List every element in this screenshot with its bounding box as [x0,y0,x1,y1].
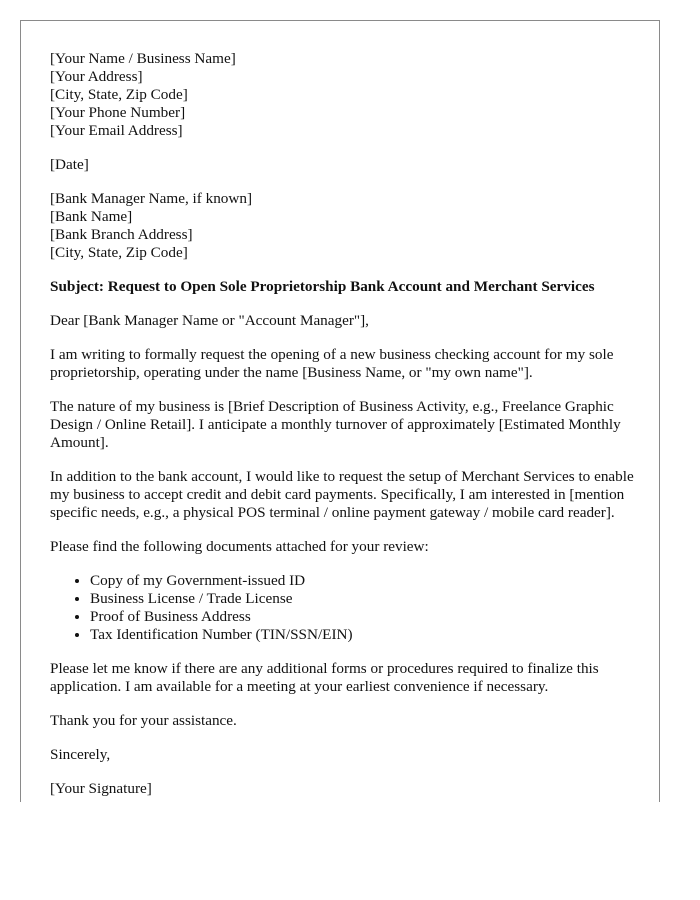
list-item: • Business License / Trade License [90,590,640,608]
body-paragraph-1: I am writing to formally request the opening of a new business checking account for my sole proprietorship, operating under the name [Business Name, or "my own name"]. [50,346,614,381]
recipient-city-state-zip: [City, State, Zip Code] [50,244,188,261]
list-item: • Tax Identification Number (TIN/SSN/EIN) [90,626,640,644]
list-item: • Copy of my Government-issued ID [90,572,640,590]
sender-email: [Your Email Address] [50,122,183,139]
salutation: Dear [Bank Manager Name or "Account Manager"], [50,312,369,329]
list-item: • Proof of Business Address [90,608,640,626]
letter-date: [Date] [50,156,89,173]
body-paragraph-4: Please find the following documents attached for your review: [50,538,429,555]
letter-page [20,20,660,802]
body-paragraph-5: Please let me know if there are any additional forms or procedures required to finalize this application. I am available for a meeting at your earliest convenience if necessary. [50,660,599,695]
letter-content [50,50,640,802]
body-paragraph-2: The nature of my business is [Brief Description of Business Activity, e.g., Freelance Graphic Design / Online Retail]. I anticipate a monthly turnover of approximately [Estimated Monthly Amount]. [50,398,621,451]
recipient-manager: [Bank Manager Name, if known] [50,190,253,207]
recipient-bank: [Bank Name] [50,208,133,225]
recipient-block [50,190,640,262]
body-paragraph-3: In addition to the bank account, I would like to request the setup of Merchant Services to enable my business to accept credit and debit card payments. Specifically, I am interested in [mention specific needs, e.g., a physical POS terminal / online payment gateway / mobile card reader]. [50,468,634,521]
signature: [Your Signature] [50,780,152,797]
body-paragraph-6: Thank you for your assistance. [50,712,237,729]
sender-block [50,50,640,140]
recipient-branch-address: [Bank Branch Address] [50,226,193,243]
sender-name: [Your Name / Business Name] [50,50,236,67]
sender-phone: [Your Phone Number] [50,104,186,121]
documents-list [50,572,640,644]
sender-city-state-zip: [City, State, Zip Code] [50,86,188,103]
subject-line: Subject: Request to Open Sole Proprietorship Bank Account and Merchant Services [50,278,595,295]
closing: Sincerely, [50,746,111,763]
sender-address: [Your Address] [50,68,143,85]
